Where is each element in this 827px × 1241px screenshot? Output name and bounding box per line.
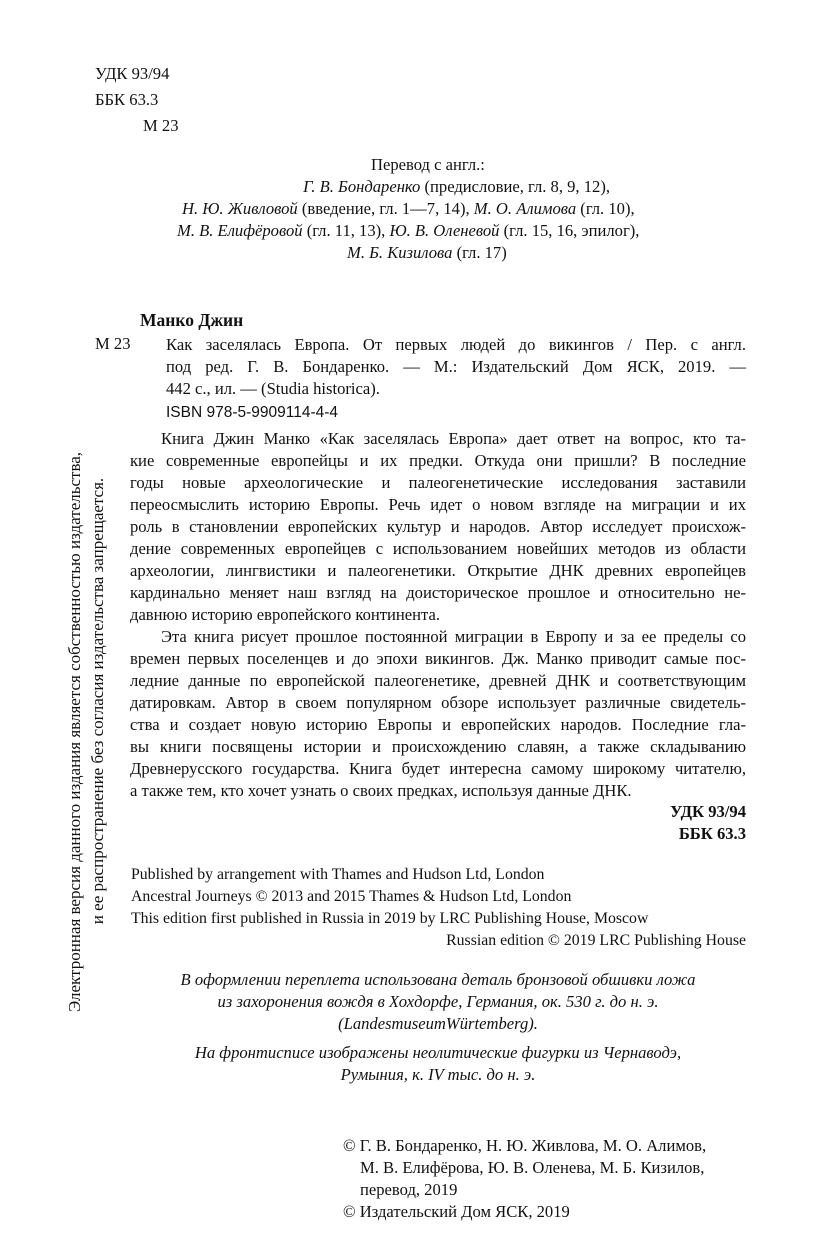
abstract-paragraph-2	[130, 626, 746, 802]
translation-title: Перевод с англ.:	[371, 155, 485, 174]
translation-line-2	[182, 199, 635, 219]
translator-chapters: (гл. 17)	[452, 243, 507, 262]
abstract-line: ледние данные по европейской палеогенетике, древней ДНК и соответствующим	[130, 671, 746, 690]
abstract-line: Эта книга рисует прошлое постоянной миграции в Европу и за ее пределы со	[161, 627, 746, 646]
abstract-line: археологии, лингвистики и палеогенетики. Открытие ДНК древних европейцев	[130, 561, 746, 580]
translator-chapters: (гл. 10),	[576, 199, 635, 218]
sidebar-notice-line-2: и ее распространение без согласия издательства запрещается.	[88, 477, 107, 925]
translation-line-1	[100, 177, 610, 197]
translator-name: М. О. Алимова	[473, 199, 577, 218]
translator-name: Г. В. Бондаренко	[303, 177, 421, 196]
abstract-line: кардинально меняет наш взгляд на доисторическое прошлое и относительно не-	[130, 583, 746, 602]
translator-chapters: (гл. 11, 13),	[302, 221, 390, 240]
abstract-line: кие современные европейцы и их предки. Откуда они пришли? В последние	[130, 451, 746, 470]
header-author-code: М 23	[143, 116, 179, 135]
abstract-line: давнюю историю европейского континента.	[130, 605, 441, 624]
copyright-line-1: © Г. В. Бондаренко, Н. Ю. Живлова, М. О. Алимов,	[343, 1136, 707, 1155]
design-note-line-3: (LandesmuseumWürtemberg).	[338, 1014, 538, 1033]
catalog-isbn: ISBN 978-5-9909114-4-4	[166, 404, 339, 421]
translation-line-4	[347, 243, 507, 263]
catalog-title-line: 442 с., ил. — (Studia historica).	[166, 379, 380, 398]
design-note-line-4: На фронтисписе изображены неолитические фигурки из Чернаводэ,	[194, 1043, 682, 1062]
publishing-line-2: Ancestral Journeys © 2013 and 2015 Thames & Hudson Ltd, London	[131, 888, 572, 905]
publishing-line-1: Published by arrangement with Thames and Hudson Ltd, London	[131, 866, 545, 883]
abstract-line: датировкам. Автор в своем популярном обзоре использует различные свидетель-	[130, 693, 746, 712]
design-note-line-2: из захоронения вождя в Хохдорфе, Германия, ок. 530 г. до н. э.	[217, 992, 659, 1011]
abstract-line: Древнерусского государства. Книга будет интересна самому широкому читателю,	[130, 759, 746, 778]
abstract-line: а также тем, кто хочет узнать о своих предках, используя данные ДНК.	[130, 781, 632, 800]
design-note-line-1: В оформлении переплета использована деталь бронзовой обшивки ложа	[180, 970, 696, 989]
abstract-line: годы новые археологические и палеогенетические исследования заставили	[130, 473, 746, 492]
translator-name: Ю. В. Оленевой	[389, 221, 500, 240]
translator-chapters: (предисловие, гл. 8, 9, 12),	[420, 177, 610, 196]
translator-name: М. В. Елифёровой	[177, 221, 303, 240]
header-udk: УДК 93/94	[95, 64, 170, 83]
copyright-line-3: перевод, 2019	[360, 1180, 458, 1199]
catalog-title-line: Как заселялась Европа. От первых людей до викингов / Пер. с англ.	[166, 335, 746, 354]
translator-name: М. Б. Кизилова	[347, 243, 453, 262]
copyright-line-4: © Издательский Дом ЯСК, 2019	[343, 1202, 570, 1221]
sidebar-notice-line-1: Электронная версия данного издания является собственностью издательства,	[65, 451, 84, 1012]
catalog-title-line: под ред. Г. В. Бондаренко. — М.: Издательский Дом ЯСК, 2019. —	[166, 357, 746, 376]
catalog-title	[166, 334, 746, 400]
publishing-line-3: This edition first published in Russia in 2019 by LRC Publishing House, Moscow	[131, 910, 649, 927]
abstract-line: вы книги посвящены истории и происхождению славян, а также складыванию	[130, 737, 746, 756]
translator-name: Н. Ю. Живловой	[182, 199, 298, 218]
catalog-author: Манко Джин	[140, 310, 244, 330]
abstract-udk: УДК 93/94	[670, 802, 746, 821]
header-bbk: ББК 63.3	[95, 90, 159, 109]
abstract-line: переосмыслить историю Европы. Речь идет о новом взгляде на миграции и их	[130, 495, 746, 514]
abstract-line: дение современных европейцев с использованием новейших методов из области	[130, 539, 746, 558]
abstract-line: Книга Джин Манко «Как заселялась Европа» дает ответ на вопрос, кто та-	[161, 429, 746, 448]
abstract-line: времен первых поселенцев и до эпохи викингов. Дж. Манко приводит самые пос-	[130, 649, 746, 668]
abstract-paragraph-1	[130, 428, 746, 626]
publishing-line-4: Russian edition © 2019 LRC Publishing House	[446, 932, 746, 949]
abstract-line: роль в становлении европейских культур и народов. Автор исследует происхож-	[130, 517, 746, 536]
translation-line-3	[177, 221, 639, 241]
copyright-line-2: М. В. Елифёрова, Ю. В. Оленева, М. Б. Кизилов,	[360, 1158, 705, 1177]
abstract-bbk: ББК 63.3	[678, 824, 746, 843]
translator-chapters: (гл. 15, 16, эпилог),	[499, 221, 640, 240]
design-note-line-5: Румыния, к. IV тыс. до н. э.	[340, 1065, 536, 1084]
translator-chapters: (введение, гл. 1—7, 14),	[297, 199, 474, 218]
abstract-line: ства и создает новую историю Европы и европейских народов. Последние гла-	[130, 715, 746, 734]
catalog-code: М 23	[95, 334, 131, 353]
